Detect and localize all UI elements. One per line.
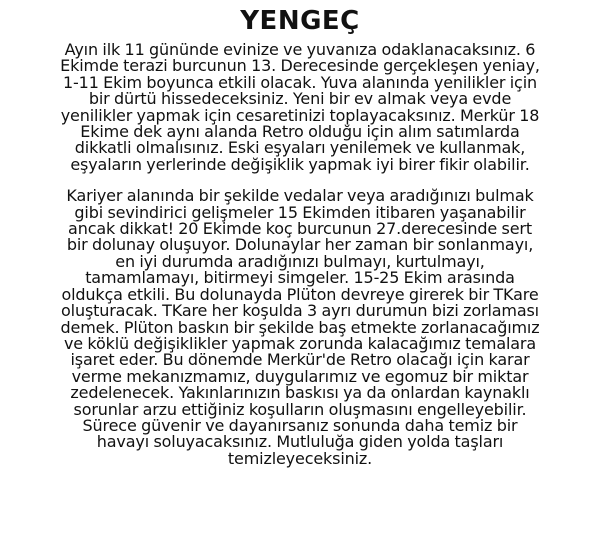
text-line: Ekimde terazi burcunun 13. Derecesinde gerçekleşen yeniay, <box>60 56 540 76</box>
page-title: YENGEÇ <box>240 6 360 36</box>
text-line: oluşturacak. TKare her koşulda 3 ayrı durumun bizi zorlaması <box>61 301 539 321</box>
text-line: ancak dikkat! 20 Ekimde koç burcunun 27.derecesinde sert <box>68 219 532 239</box>
text-line: Ayın ilk 11 gününde evinize ve yuvanıza odaklanacaksınız. 6 <box>64 40 536 59</box>
text-line: verme mekanızmamız, duygularımız ve egomuz bir miktar <box>71 366 529 386</box>
text-line: tamamlamayı, bitirmeyi simgeler. 15-25 Ekim arasında <box>85 268 515 288</box>
text-line: temizleyeceksiniz. <box>227 448 373 468</box>
text-line: Sürece güvenir ve dayanırsanız sonunda daha temiz bir <box>82 415 518 435</box>
text-line: oldukça etkili. Bu dolunayda Plüton devreye girerek bir TKare <box>61 284 539 304</box>
text-line: eşyaların yerlerinde değişiklik yapmak iyi birer fikir olabilir. <box>70 154 530 174</box>
text-line: sorunlar arzu ettiğiniz koşulların oluşmasını engelleyebilir. <box>73 399 527 419</box>
text-line: yenilikler yapmak için cesaretinizi toplayacaksınız. Merkür 18 <box>60 105 540 125</box>
text-line: ve köklü değişiklikler yapmak zorunda kalacağımız temalara <box>63 333 537 353</box>
text-line: dikkatli olmalısınız. Eski eşyaları yenilemek ve kullanmak, <box>74 138 526 158</box>
text-line: Kariyer alanında bir şekilde vedalar veya aradığınızı bulmak <box>66 186 534 206</box>
paragraph-career <box>6 188 594 467</box>
text-line: havayı soluyacaksınız. Mutluluğa giden yolda taşları <box>96 432 504 452</box>
text-line: bir dürtü hissedeceksiniz. Yeni bir ev almak veya evde <box>88 89 512 109</box>
text-line: bir dolunay oluşuyor. Dolunaylar her zaman bir sonlanmayı, <box>66 235 534 255</box>
text-line: işaret eder. Bu dönemde Merkür'de Retro olacağı için karar <box>70 350 530 370</box>
paragraph-home <box>6 42 594 173</box>
text-line: en iyi durumda aradığınızı bulmayı, kurtulmayı, <box>115 251 485 271</box>
text-line: 1-11 Ekim boyunca etkili olacak. Yuva alanında yenilikler için <box>63 72 537 92</box>
text-line: Ekime dek aynı alanda Retro olduğu için alım satımlarda <box>80 122 520 142</box>
text-line: gibi sevindirici gelişmeler 15 Ekimden itibaren yaşanabilir <box>74 202 526 222</box>
text-line: zedelenecek. Yakınlarınızın baskısı ya da onlardan kaynaklı <box>70 383 530 403</box>
text-line: demek. Plüton baskın bir şekilde baş etmekte zorlanacağımız <box>60 317 540 337</box>
